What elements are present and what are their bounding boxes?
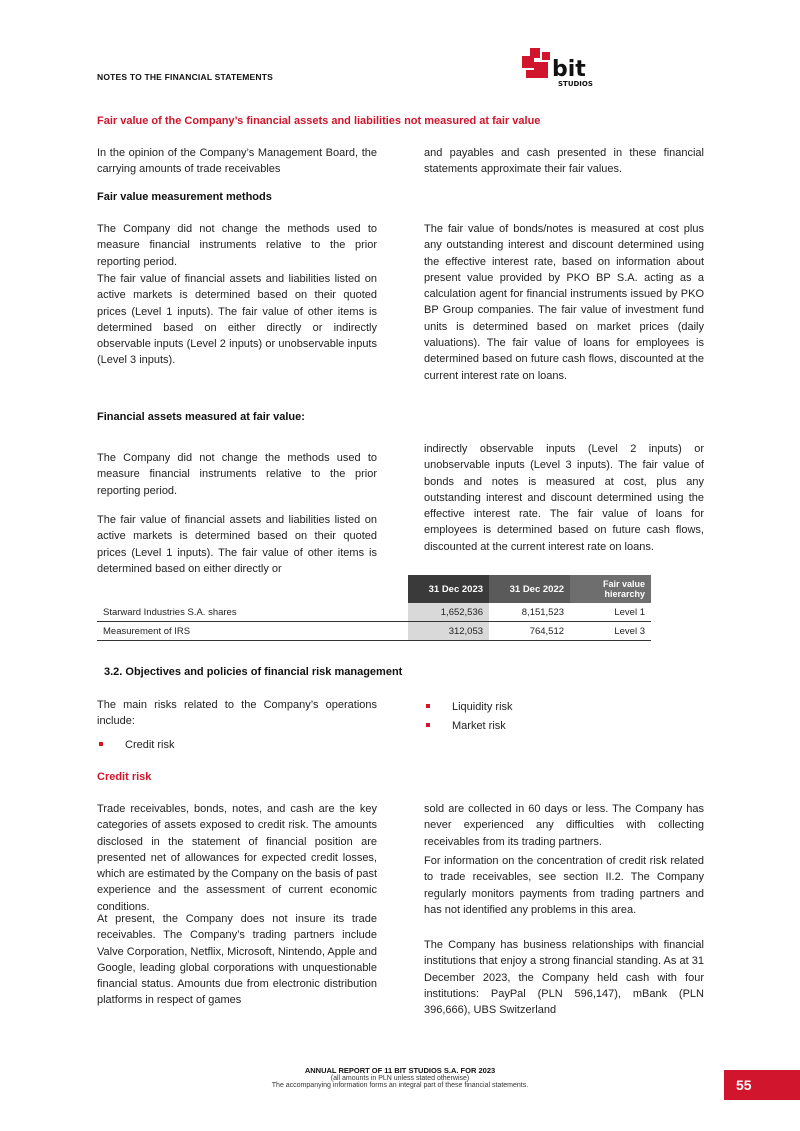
credit-right-para-2: For information on the concentration of credit risk related to trade receivables, see section II.2. The Company regularly monitors payments from trading partners and has not identified any problems in this area. bbox=[424, 855, 704, 916]
footer-report-title: ANNUAL REPORT OF 11 BIT STUDIOS S.A. FOR 2023 bbox=[304, 1066, 496, 1075]
list-item bbox=[97, 737, 175, 753]
row-value-2022: 764,512 bbox=[489, 622, 570, 641]
assets-title: Financial assets measured at fair value: bbox=[97, 411, 305, 423]
bullet-text: Credit risk bbox=[125, 739, 175, 751]
credit-risk-title: Credit risk bbox=[97, 771, 152, 783]
footer-note: (all amounts in PLN unless stated otherwise) bbox=[330, 1075, 470, 1082]
bullet-text: Market risk bbox=[452, 720, 506, 732]
table-header-row bbox=[97, 575, 651, 603]
footer bbox=[200, 1066, 600, 1089]
risk-intro: The main risks related to the Company’s operations include: bbox=[97, 699, 377, 728]
logo-mark-icon bbox=[522, 42, 602, 88]
svg-text:STUDIOS: STUDIOS bbox=[558, 80, 593, 88]
table-header-blank bbox=[97, 575, 408, 603]
row-value-2023: 312,053 bbox=[408, 622, 489, 641]
table-header-hierarchy: Fair value hierarchy bbox=[570, 575, 651, 603]
company-logo bbox=[522, 42, 602, 88]
footer-disclaimer: The accompanying information forms an integral part of these financial statements. bbox=[271, 1082, 529, 1089]
bullet-text: Liquidity risk bbox=[452, 701, 513, 713]
row-label: Measurement of IRS bbox=[97, 622, 408, 641]
list-item bbox=[424, 718, 513, 734]
bullet-square-icon bbox=[426, 723, 430, 727]
credit-right-para-3: The Company has business relationships with financial institutions that enjoy a strong financial standing. As at 31 December 2023, the Company held cash with four institutions: PayPal (PLN 596,147), mBank (PLN 396,666), UBS Switzerland bbox=[424, 939, 704, 1017]
credit-left-para-1: Trade receivables, bonds, notes, and cash are the key categories of assets exposed to credit risk. The amounts disclosed in the statement of financial position are presented net of allowances for expected credit losses, which are estimated by the Company on the basis of past experience and the assessment of current economic conditions. bbox=[97, 803, 377, 913]
bullet-square-icon bbox=[99, 742, 103, 746]
table-row bbox=[97, 622, 651, 641]
credit-left-para-2: At present, the Company does not insure its trade receivables. The Company’s trading partners include Valve Corporation, Netflix, Microsoft, Nintendo, Apple and Google, leading global corporations with unquestionable financial status. Amounts due from electronic distribution platforms in respect of games bbox=[97, 913, 377, 1007]
fair-value-table bbox=[97, 575, 651, 641]
fair-value-left-para: In the opinion of the Company’s Management Board, the carrying amounts of trade receivables bbox=[97, 147, 377, 176]
list-item bbox=[424, 699, 513, 715]
risk-section-title: 3.2. Objectives and policies of financial risk management bbox=[104, 666, 403, 678]
methods-right-para: The fair value of bonds/notes is measured at cost plus any outstanding interest and discount determined using the effective interest rate, based on information about present value provided by PKO BP S.A. acting as a calculation agent for financial instruments issued by PKO BP Group companies. The fair value of investment fund units is determined based on market prices (daily valuations). The fair value of loans for employees is determined based on future cash flows, discounted at the current interest rate on loans. bbox=[424, 223, 704, 382]
row-value-2022: 8,151,523 bbox=[489, 603, 570, 622]
table-header-2022: 31 Dec 2022 bbox=[489, 575, 570, 603]
table-row bbox=[97, 603, 651, 622]
row-value-2023: 1,652,536 bbox=[408, 603, 489, 622]
header-title: NOTES TO THE FINANCIAL STATEMENTS bbox=[97, 72, 273, 82]
row-label: Starward Industries S.A. shares bbox=[97, 603, 408, 622]
fair-value-right-para: and payables and cash presented in these financial statements approximate their fair values. bbox=[424, 147, 704, 176]
risk-bullets-right bbox=[424, 699, 513, 737]
risk-bullets-left bbox=[97, 737, 175, 756]
assets-right-para: indirectly observable inputs (Level 2 inputs) or unobservable inputs (Level 3 inputs). The fair value of bonds and notes is measured at cost, plus any outstanding interest and discount determined using the effective interest rate. The fair value of loans for employees is determined based on future cash flows, discounted at the current interest rate on loans. bbox=[424, 443, 704, 553]
table-header-2023: 31 Dec 2023 bbox=[408, 575, 489, 603]
credit-right-para-1: sold are collected in 60 days or less. The Company has never experienced any difficulties with collecting receivables from its trading partners. bbox=[424, 803, 704, 848]
row-level: Level 3 bbox=[570, 622, 651, 641]
page-number: 55 bbox=[724, 1070, 800, 1100]
bullet-square-icon bbox=[426, 704, 430, 708]
fair-value-title: Fair value of the Company’s financial assets and liabilities not measured at fair value bbox=[97, 115, 541, 127]
methods-title: Fair value measurement methods bbox=[97, 191, 272, 203]
methods-left-para-2: The fair value of financial assets and liabilities listed on active markets is determined based on their quoted prices (Level 1 inputs). The fair value of other items is determined based on either directly or indirectly observable inputs (Level 2 inputs) or unobservable inputs (Level 3 inputs). bbox=[97, 273, 377, 367]
svg-text:bit: bit bbox=[552, 57, 586, 82]
assets-left-para-1: The Company did not change the methods used to measure financial instruments relative to the prior reporting period. bbox=[97, 452, 377, 497]
row-level: Level 1 bbox=[570, 603, 651, 622]
assets-left-para-2: The fair value of financial assets and liabilities listed on active markets is determined based on their quoted prices (Level 1 inputs). The fair value of other items is determined based on either directly or bbox=[97, 514, 377, 575]
methods-left-para-1: The Company did not change the methods used to measure financial instruments relative to the prior reporting period. bbox=[97, 223, 377, 268]
